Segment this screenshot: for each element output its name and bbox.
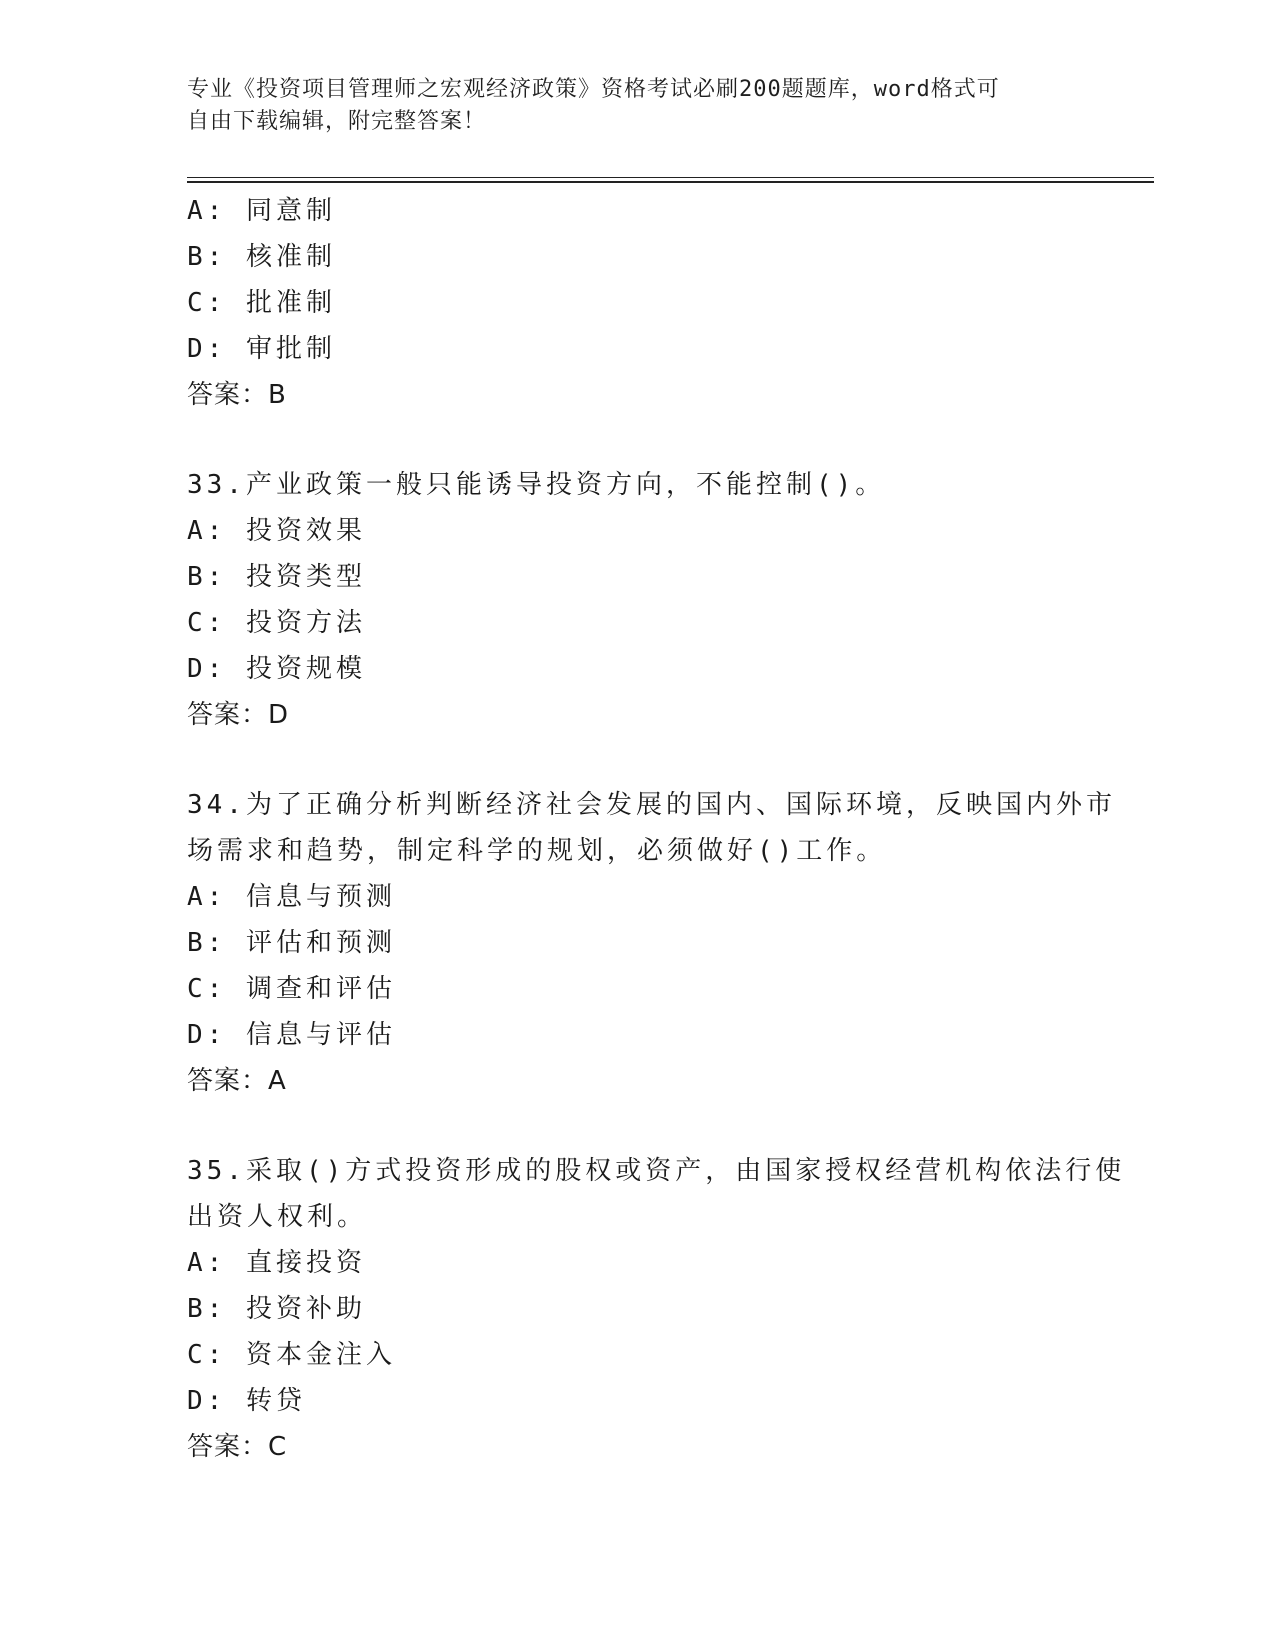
option-c: C: 批准制	[187, 288, 336, 318]
option-b: B: 投资类型	[187, 562, 366, 592]
option-d: D: 审批制	[187, 334, 336, 364]
option-b: B: 核准制	[187, 242, 336, 272]
answer: 答案：D	[187, 700, 290, 730]
question-list	[187, 188, 1126, 1470]
answer: 答案：A	[187, 1066, 287, 1096]
question-stem-line-1: 34.为了正确分析判断经济社会发展的国内、国际环境，反映国内外市	[187, 790, 1116, 820]
option-a: A: 同意制	[187, 196, 336, 226]
question-34	[187, 782, 1116, 1104]
option-c: C: 投资方法	[187, 608, 366, 638]
question-33	[187, 462, 1087, 738]
question-stem-line-1: 35.采取()方式投资形成的股权或资产，由国家授权经营机构依法行使	[187, 1156, 1126, 1186]
document-header: 专业《投资项目管理师之宏观经济政策》资格考试必刷200题题库，word格式可 自由下载编辑，附完整答案！	[187, 77, 1000, 134]
question-stem-line-2: 出资人权利。	[187, 1202, 368, 1232]
option-c: C: 资本金注入	[187, 1340, 396, 1370]
option-a: A: 信息与预测	[187, 882, 396, 912]
spacer	[187, 1104, 1087, 1148]
question-stem: 33.产业政策一般只能诱导投资方向，不能控制()。	[187, 470, 886, 500]
question-stem-line-2: 场需求和趋势，制定科学的规划，必须做好()工作。	[187, 836, 887, 866]
option-a: A: 直接投资	[187, 1248, 366, 1278]
option-d: D: 信息与评估	[187, 1020, 396, 1050]
answer: 答案：C	[187, 1432, 288, 1462]
option-d: D: 转贷	[187, 1386, 306, 1416]
spacer	[187, 418, 1087, 462]
option-d: D: 投资规模	[187, 654, 366, 684]
question-35	[187, 1148, 1126, 1470]
option-b: B: 投资补助	[187, 1294, 366, 1324]
option-a: A: 投资效果	[187, 516, 366, 546]
header-divider-thin	[187, 177, 1154, 178]
header-divider-thick	[187, 181, 1154, 183]
spacer	[187, 738, 1087, 782]
question-32	[187, 188, 1087, 418]
option-b: B: 评估和预测	[187, 928, 396, 958]
answer: 答案：B	[187, 380, 287, 410]
option-c: C: 调查和评估	[187, 974, 396, 1004]
